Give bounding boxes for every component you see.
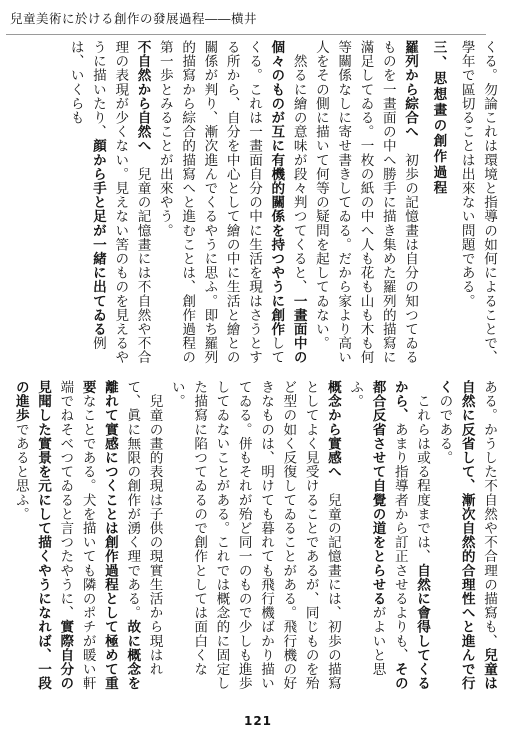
paragraph-text: のである。 (436, 394, 453, 465)
emphasized-text: 一畫面中の個々のものが互に有機的關係を持つやうに創作 (268, 40, 307, 365)
paragraph-text: であると思ふ。 (12, 422, 29, 522)
paragraph-text: 兒童の畫的表現は子供の現實生活から現はれて、眞に無限の創作が湧く理である。 (124, 380, 163, 677)
emphasized-text: 顔から手と足が一緒に出てゐる (89, 138, 106, 337)
header-rule (6, 34, 486, 35)
runin-heading-juxtaposition: 羅列から綜合へ (402, 40, 419, 139)
paragraph-text: がよいと思ふ。 (347, 380, 386, 677)
paragraph-meaning-of-pictures (154, 40, 310, 370)
paragraph-text: 兒童の記憶畫には、初歩の描寫としてよく見受けることであるが、同じものを殆ど型の如く反復してゐることがある。飛行機の好きなものは、明けても暮れても飛行機ばかり描いてゐる。併もそれが殆ど同一のもので少しも進歩してゐないことがある。これでは概念的に固定した描寫に陷つてゐるので創作としては面白くない。 (168, 380, 341, 691)
emphasized-text: 自然に會得してくるから、 (391, 380, 431, 691)
paragraph-text: 例は、いくらも (67, 40, 106, 351)
emphasized-text: その都合反省させて自覺の道をとらせる (369, 380, 408, 691)
paragraph-unnatural-to-natural (64, 40, 153, 370)
upper-text-block (10, 40, 500, 370)
emphasized-text: 兒童は自然に反省して、漸次自然的合理性へと進んで行く (436, 380, 497, 691)
section-heading: 三、思想畫の創作過程 (430, 40, 447, 196)
running-head (10, 8, 366, 28)
paragraph-juxtaposition-to-synthesis (310, 40, 421, 370)
runin-heading-concept: 概念から實感へ (324, 380, 341, 479)
runin-heading-unnatural: 不自然から自然へ (134, 40, 151, 153)
paragraph-text: ある。かうした不自然や不合理の描寫も、 (481, 380, 497, 648)
page-number: 121 (243, 714, 273, 728)
paragraph-self-reflection (344, 380, 433, 695)
emphasized-text: 故に概念を離れて實感につくことは創作過程として極めて重要 (79, 380, 141, 691)
paragraph-continuation (433, 380, 500, 695)
intro-paragraph: くる。勿論これは環境と指導の如何によることで、學年で區切ることは出來ない問題である。 (458, 40, 497, 365)
paragraph-text: 兒童の記憶畫には不自然や不合理の表現が少くない。見えない筈のものを見えるやうに描いたり、 (89, 40, 151, 365)
paragraph-text: してくる。これは一畫面自分の中に生活を現はさうとする所から、自分を中心として繪の中に生活と繪との關係が判り、漸次進んでくるやうに思ふ。即ち羅列的描寫から綜合的描寫へと進むことは、創作過程の第一歩とみることが出來やう。 (156, 40, 285, 365)
paragraph-text: 然るに繪の意味が段々判つてくると、 (290, 40, 307, 294)
lower-text-block (10, 380, 500, 695)
paragraph-text: あまり指導者から訂正させるよりも、 (391, 422, 408, 663)
paragraph-text: なことである。犬を描いても隣のポチが暖い軒端でねそべつてゐると言つたやうに、 (57, 380, 96, 691)
paragraph-text: 初歩の記憶畫は自分の知つてゐるものを一畫面の中へ勝手に描き集めた羅列的描寫に滿足してゐる。一枚の紙の中へ人も花も山も木も何等關係なしに寄せ書きしてゐる。だから家より高い人をその側に描いて何等の疑問を起してゐない。 (312, 40, 419, 365)
paragraph-real-life-expression (10, 380, 166, 695)
paragraph-concept-to-reality (166, 380, 344, 695)
emphasized-text: 實際自分の見聞した實景を元にして描くやうになれば、一段の進歩 (12, 380, 74, 691)
running-head-text: 兒童美術に於ける創作の發展過程――横井 (10, 11, 258, 26)
paragraph-text: これらは或る程度までは、 (414, 380, 431, 564)
